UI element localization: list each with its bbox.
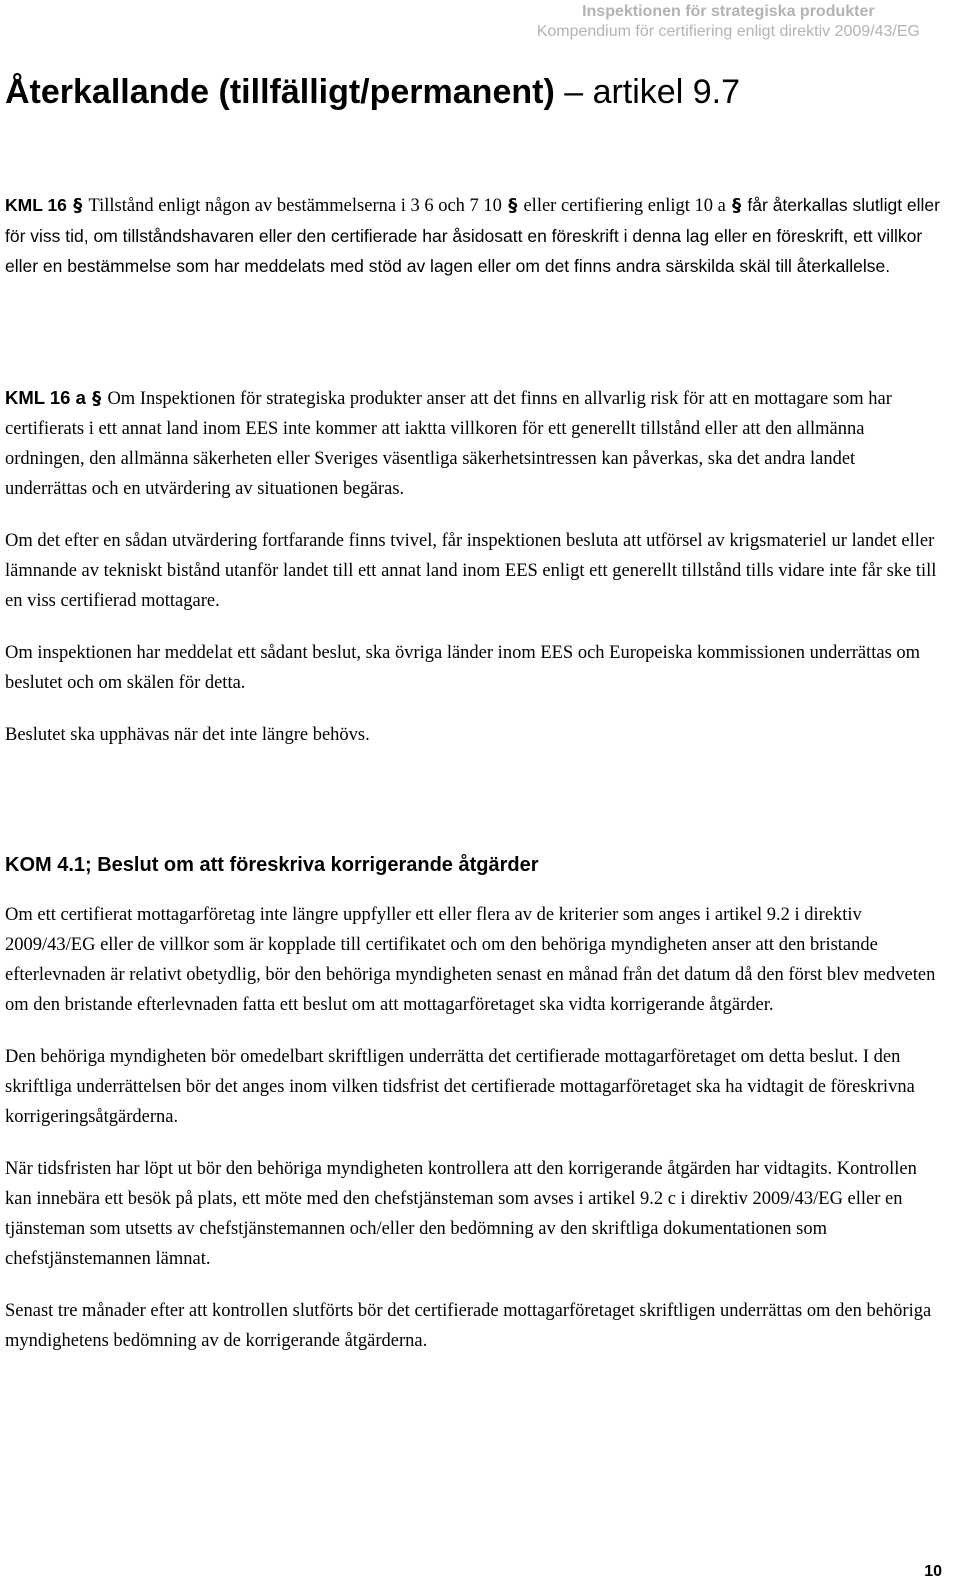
running-header (537, 2, 920, 42)
kom-paragraph-1: Om ett certifierat mottagarföretag inte längre uppfyller ett eller flera av de kriterier som anges i artikel 9.2 i direktiv 2009/43/EG eller de villkor som är kopplade till certifikatet och om den behöriga myndigheten anser att den bristande efterlevnaden är relativt obetydlig, bör den behöriga myndigheten senast en månad från det datum då den först blev medveten om den bristande efterlevnaden fatta ett beslut om att mottagarföretaget ska vidta korrigerande åtgärder. (5, 905, 936, 1015)
kml16a-text: Om Inspektionen för strategiska produkter anser att det finns en allvarlig risk för att en mottagare som har certifierats i ett annat land inom EES inte kommer att iaktta villkoren för ett generellt tillstånd eller att den allmänna ordningen, den allmänna säkerheten eller Sveriges väsentliga säkerhetsintressen kan påverkas, ska det andra landet underrättas och en utvärdering av situationen begäras. (5, 389, 892, 499)
section-sign-2: § (501, 195, 524, 216)
kml16a-ref: KML 16 a (5, 387, 86, 408)
section-sign-4: § (85, 388, 108, 409)
kom-paragraph-3: När tidsfristen har löpt ut bör den behöriga myndigheten kontrollera att den korrigerande åtgärden har vidtagits. Kontrollen kan innebära ett besök på plats, ett möte med den chefstjänsteman som avses i artikel 9.2 c i direktiv 2009/43/EG eller en tjänsteman som utsetts av chefstjänstemannen och/eller den bedömning av den skriftliga dokumentationen som chefstjänstemannen lämnat. (5, 1159, 917, 1269)
header-subtitle: Kompendium för certifiering enligt direktiv 2009/43/EG (536, 23, 920, 40)
section-sign-3: § (725, 195, 748, 216)
kml16-text2: eller certifiering enligt 10 a (523, 196, 726, 216)
page-number: 10 (924, 1563, 942, 1580)
kml16-section (5, 190, 940, 281)
kom-section (5, 900, 940, 1356)
title-dash: – (554, 73, 593, 111)
title-article: artikel 9.7 (592, 73, 740, 111)
kml16-text3: får återkallas slutligt eller för viss tid, om tillståndshavaren eller den certifierade har åsidosatt en föreskrift i denna lag eller en föreskrift, ett villkor eller en bestämmelse som har meddelats med stöd av lagen eller om det finns andra särskilda skäl till återkallelse. (5, 195, 940, 276)
kom-paragraph-4: Senast tre månader efter att kontrollen slutförts bör det certifierade mottagarföretaget skriftligen underrättas om den behöriga myndighetens bedömning av de korrigerande åtgärderna. (5, 1301, 932, 1351)
kml16a-paragraph-4: Beslutet ska upphävas när det inte längre behövs. (5, 725, 370, 745)
kom-heading: KOM 4.1; Beslut om att föreskriva korrigerande åtgärder (5, 854, 539, 876)
kom-paragraph-2: Den behöriga myndigheten bör omedelbart skriftligen underrätta det certifierade mottagarföretaget om detta beslut. I den skriftliga underrättelsen bör det anges inom vilken tidsfrist det certifierade mottagarföretaget ska ha vidtagit de föreskrivna korrigeringsåtgärderna. (5, 1047, 915, 1127)
kml16a-paragraph-3: Om inspektionen har meddelat ett sådant beslut, ska övriga länder inom EES och Europeiska kommissionen underrättas om beslutet och om skälen för detta. (5, 643, 921, 693)
kml16a-section (5, 383, 940, 750)
kml16a-paragraph-2: Om det efter en sådan utvärdering fortfarande finns tvivel, får inspektionen besluta att utförsel av krigsmateriel ur landet eller lämnande av tekniskt bistånd utanför landet till ett annat land inom EES enligt ett generellt tillstånd tills vidare inte får ske till en viss certifierad mottagare. (5, 531, 937, 611)
page-title (5, 70, 740, 114)
section-sign: § (66, 195, 89, 216)
kml16a-paragraph (5, 383, 940, 504)
title-bold: Återkallande (tillfälligt/permanent) (5, 73, 555, 111)
kml16-paragraph (5, 190, 940, 281)
kml16-ref: KML 16 (5, 195, 67, 215)
header-title: Inspektionen för strategiska produkter (582, 3, 875, 20)
kml16-text1: Tillstånd enligt någon av bestämmelserna i 3 6 och 7 10 (88, 196, 502, 216)
